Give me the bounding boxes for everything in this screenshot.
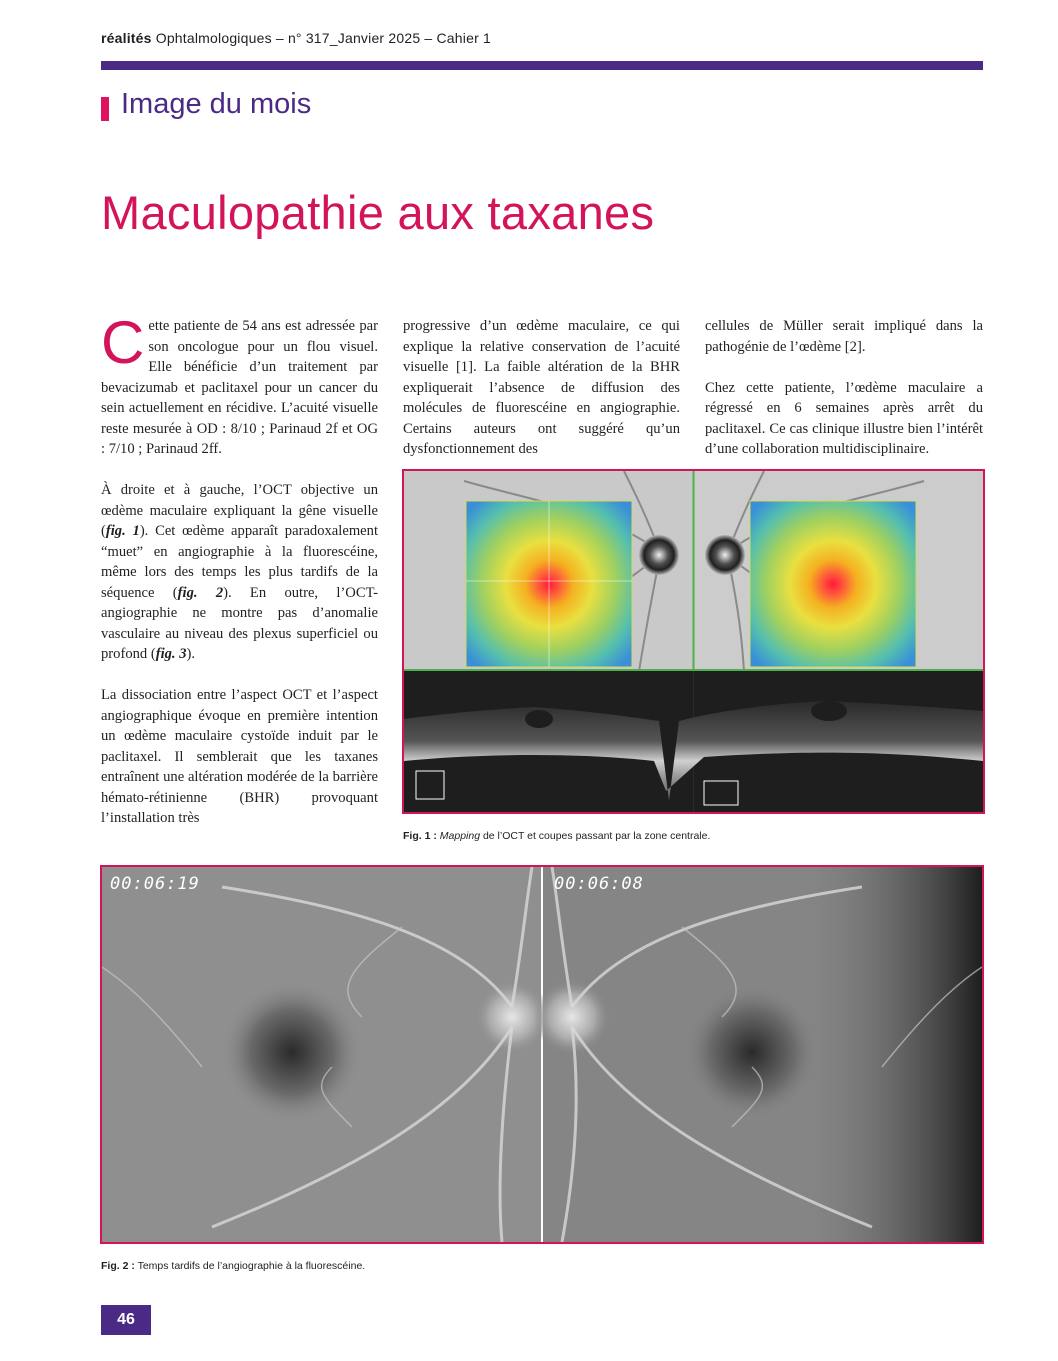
timecode-right: 00:06:08 [554,874,644,894]
header-rule [101,61,983,70]
thickness-map-right [750,501,916,667]
figure-1-caption [403,830,710,842]
text-column-1 [101,309,379,849]
page-number: 46 [101,1305,151,1335]
figure-1-caption-emphasis: Mapping [439,830,481,842]
optic-disc-right-angio [534,979,610,1055]
drop-cap: C [101,309,145,376]
figure-2-angiography [100,865,984,1244]
text-span: ). Cet œdème apparaît paradoxalement “muet” en angiographie à la fluorescéine, même lors des temps les plus tardifs de la séquence ( [101,523,378,601]
running-head [101,30,491,46]
figure-1-oct-mapping [402,469,985,814]
figure-ref-2[interactable]: fig. 2 [177,584,224,601]
text-span: ). [186,646,196,662]
text-span: ). En outre, l’OCT-angiographie ne montre pas d’anomalie vasculaire au niveau des plexus superficiel ou profond ( [101,584,379,662]
paragraph-oct [101,480,378,665]
figure-1-caption-text: de l’OCT et coupes passant par la zone centrale. [480,830,711,842]
section-marker [101,97,109,121]
timecode-left: 00:06:19 [110,874,200,894]
optic-disc-left [639,535,679,575]
issue-line: Ophtalmologiques – n° 317_Janvier 2025 – Cahier 1 [151,30,492,46]
paragraph-conclusion: Chez cette patiente, l’œdème maculaire a régressé en 6 semaines après arrêt du paclitaxel. Ce cas clinique illustre bien l’intérêt d’une collaboration multidisciplinaire. [705,379,983,457]
paragraph-intro-text: ette patiente de 54 ans est adressée par son oncologue pour un flou visuel. Elle bénéficie d’un traitement par bevacizumab et paclitaxel pour un cancer du sein actuellement en récidive. L’acuité visuelle reste mesurée à OD : 8/10 ; Parinaud 2f et OG : 7/10 ; Parinaud 2ff. [101,318,378,457]
macula-right [682,982,822,1122]
paragraph-progressive: progressive d’un œdème maculaire, ce qui explique la relative conservation de l’acuité visuelle [1]. La faible altération de la BHR expliquerait l’absence de diffusion des molécules de fluorescéine en angiographie. Certains auteurs ont suggéré qu’un dysfonctionnement des [403,318,680,457]
text-column-2 [403,316,680,480]
text-span: À droite et à gauche, l’OCT objective un œdème maculaire expliquant la gêne visuelle ( [101,482,378,539]
figure-ref-1[interactable]: fig. 1 [105,523,140,539]
section-label: Image du mois [121,88,312,120]
text-column-3 [705,316,983,480]
article-title: Maculopathie aux taxanes [101,186,655,239]
figure-2-label: Fig. 2 : [101,1260,135,1272]
figure-1-label: Fig. 1 : [403,830,437,842]
paragraph-intro [101,309,378,460]
figure-2-caption [101,1260,365,1272]
figure-2-caption-text: Temps tardifs de l’angiographie à la fluorescéine. [134,1260,366,1272]
journal-name: réalités [101,30,152,46]
figure-ref-3[interactable]: fig. 3 [155,646,187,662]
paragraph-dissociation: La dissociation entre l’aspect OCT et l’aspect angiographique évoque en première intention un œdème maculaire cystoïde induit par le paclitaxel. Il semblerait que les taxanes entraînent une altération modérée de la barrière hémato-rétinienne (BHR) provoquant l’installation très [101,687,378,826]
macula-left [222,982,362,1122]
optic-disc-right [705,535,745,575]
paragraph-muller: cellules de Müller serait impliqué dans la pathogénie de l’œdème [2]. [705,318,983,355]
